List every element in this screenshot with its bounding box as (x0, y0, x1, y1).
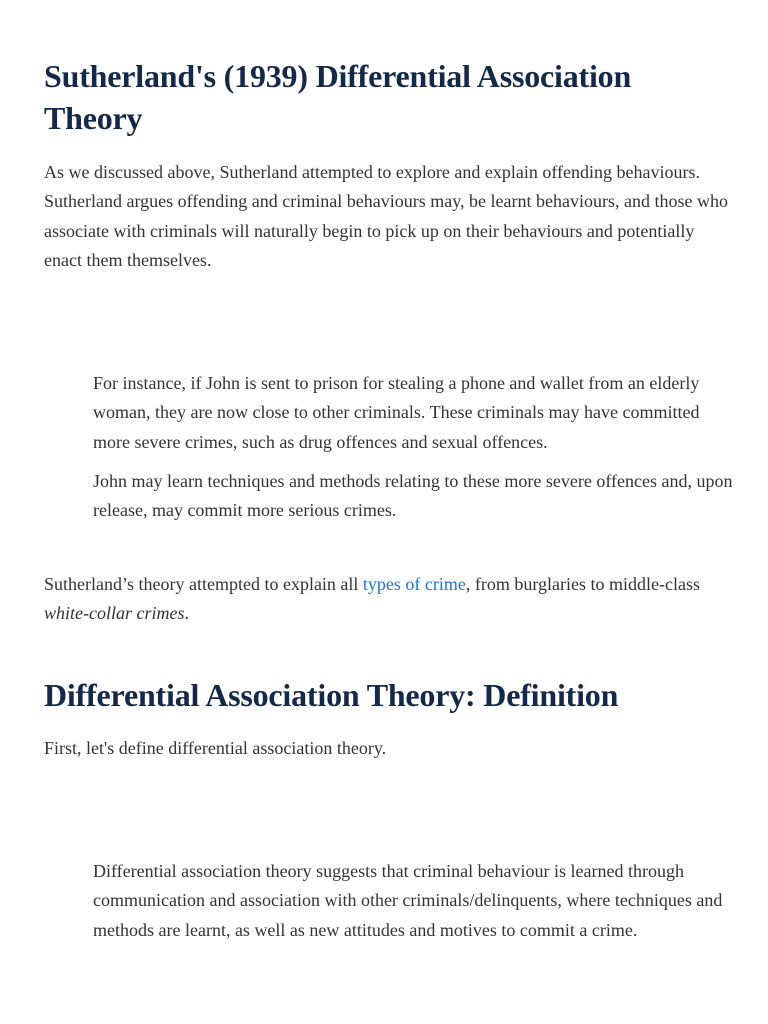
definition-callout (93, 857, 733, 945)
white-collar-crimes-text: white-collar crimes (44, 603, 185, 624)
theory-text-end: . (184, 603, 189, 624)
definition-paragraph: Differential association theory suggests that criminal behaviour is learned through communication and association with other criminals/delinquents, where techniques and methods are learnt, as well as new attitudes and motives to commit a crime. (93, 861, 723, 940)
theory-text-start: Sutherland’s theory attempted to explain all (44, 574, 363, 594)
theory-paragraph (44, 570, 734, 629)
types-of-crime-link[interactable]: types of crime (362, 574, 466, 594)
definition-intro-paragraph: First, let's define differential association theory. (44, 738, 387, 758)
section-heading-sutherland: Sutherland's (1939) Differential Association Theory (44, 58, 632, 136)
section-heading-definition: Differential Association Theory: Definition (44, 677, 619, 713)
example-paragraph-2: John may learn techniques and methods relating to these more severe offences and, upon release, may commit more serious crimes. (93, 470, 733, 521)
theory-text-middle: , from burglaries to middle-class (465, 574, 701, 594)
example-callout (93, 369, 733, 525)
intro-paragraph: As we discussed above, Sutherland attempted to explore and explain offending behaviours. Sutherland argues offending and criminal behaviours may, be learnt behaviours, and those who associate with criminals will naturally begin to pick up on their behaviours and potentially enact them themselves. (44, 162, 728, 270)
example-paragraph-1: For instance, if John is sent to prison for stealing a phone and wallet from an elderly woman, they are now close to other criminals. These criminals may have committed more severe crimes, such as drug offences and sexual offences. (93, 373, 700, 452)
